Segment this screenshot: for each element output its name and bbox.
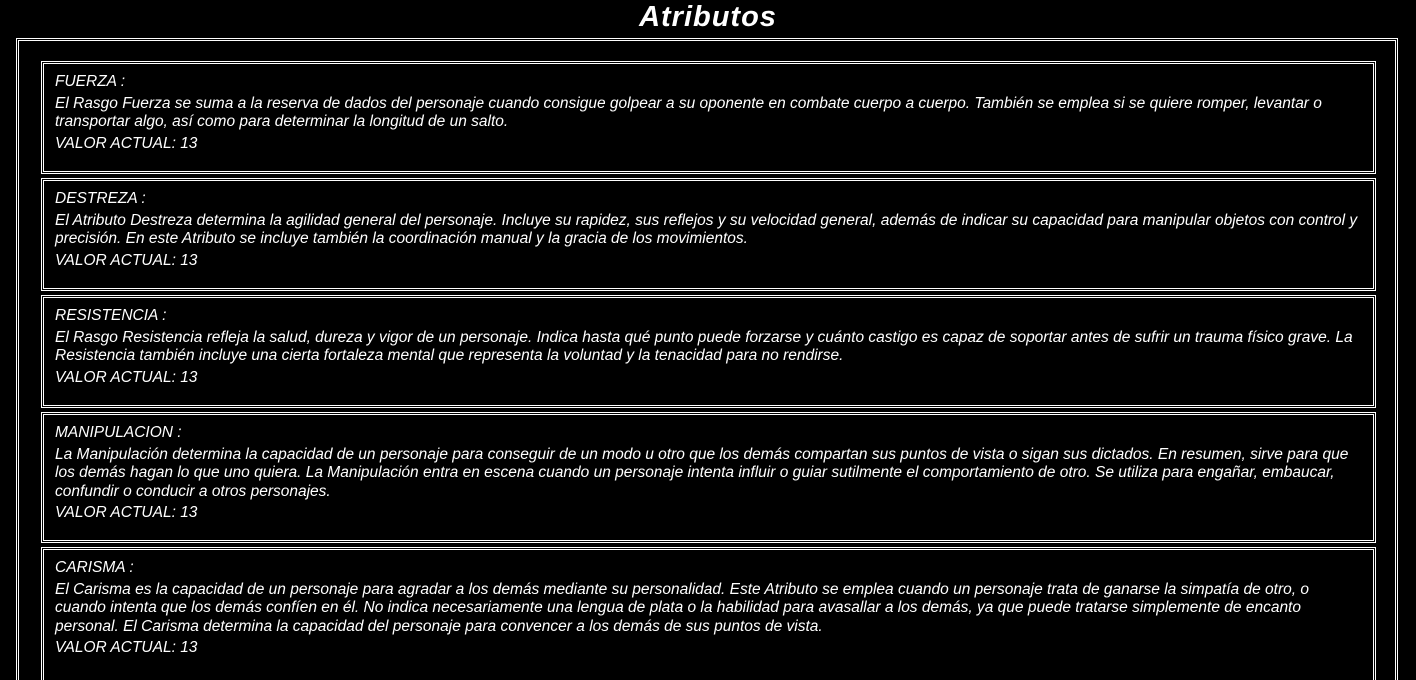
- attribute-current-value: VALOR ACTUAL: 13: [55, 504, 198, 521]
- attribute-name: CARISMA :: [55, 559, 134, 576]
- attribute-card-fuerza: [41, 61, 1376, 174]
- page-title: Atributos: [639, 1, 777, 33]
- attribute-name: MANIPULACION :: [55, 424, 182, 441]
- attributes-panel: [16, 38, 1398, 680]
- attribute-description: El Carisma es la capacidad de un personaje para agradar a los demás mediante su personalidad. Este Atributo se emplea cuando un personaje trata de ganarse la simpatía de otro, o cuando intenta que los demás confíen en él. No indica necesariamente una lengua de plata o la habilidad para avasallar a los demás, ya que puede tratarse simplemente de encanto personal. El Carisma determina la capacidad del personaje para convencer a los demás de sus puntos de vista.: [55, 580, 1309, 635]
- attribute-card-carisma: [41, 547, 1376, 680]
- attribute-card-resistencia: [41, 295, 1376, 408]
- attribute-description: La Manipulación determina la capacidad de un personaje para conseguir de un modo u otro que los demás compartan sus puntos de vista o sigan sus dictados. En resumen, sirve para que los demás hagan lo que uno quiera. La Manipulación entra en escena cuando un personaje intenta influir o guiar sutilmente el comportamiento de otro. Se utiliza para engañar, embaucar, confundir o conducir a otros personajes.: [55, 445, 1349, 500]
- attribute-description: El Atributo Destreza determina la agilidad general del personaje. Incluye su rapidez, sus reflejos y su velocidad general, además de indicar su capacidad para manipular objetos con control y precisión. En este Atributo se incluye también la coordinación manual y la gracia de los movimientos.: [55, 211, 1358, 247]
- attribute-current-value: VALOR ACTUAL: 13: [55, 251, 198, 269]
- attribute-current-value: VALOR ACTUAL: 13: [55, 368, 198, 386]
- attribute-current-value: VALOR ACTUAL: 13: [55, 639, 198, 656]
- attribute-card-destreza: [41, 178, 1376, 291]
- attribute-current-value: VALOR ACTUAL: 13: [55, 134, 198, 152]
- attribute-card-manipulacion: [41, 412, 1376, 543]
- attribute-description: El Rasgo Resistencia refleja la salud, dureza y vigor de un personaje. Indica hasta qué punto puede forzarse y cuánto castigo es capaz de soportar antes de sufrir un trauma físico grave. La Resistencia también incluye una cierta fortaleza mental que representa la voluntad y la tenacidad para no rendirse.: [55, 328, 1353, 364]
- attribute-description: El Rasgo Fuerza se suma a la reserva de dados del personaje cuando consigue golpear a su oponente en combate cuerpo a cuerpo. También se emplea si se quiere romper, levantar o transportar algo, así como para determinar la longitud de un salto.: [55, 94, 1322, 130]
- attribute-name: FUERZA :: [55, 73, 126, 90]
- attribute-name: RESISTENCIA :: [55, 307, 167, 324]
- attribute-name: DESTREZA :: [55, 190, 146, 207]
